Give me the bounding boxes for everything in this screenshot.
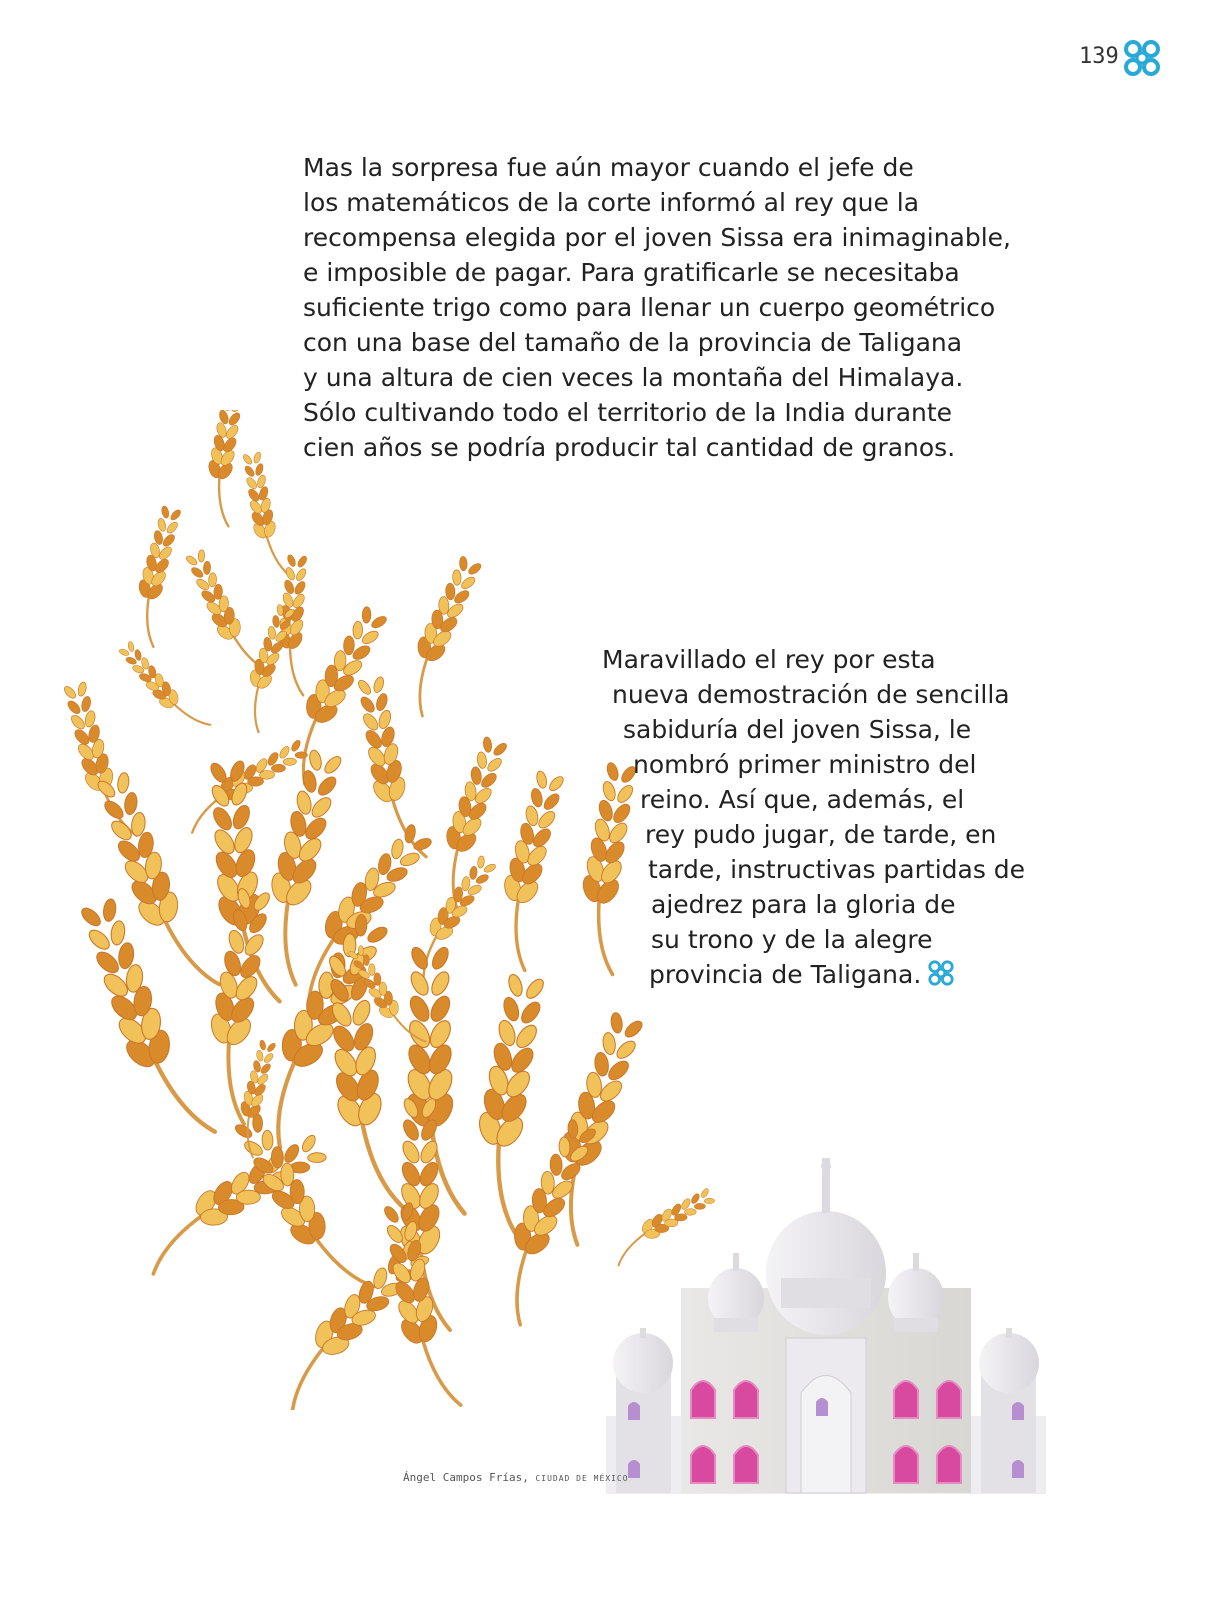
wheat-ear: [238, 449, 290, 581]
text-line: su trono y de la alegre: [651, 925, 933, 954]
wheat-ear: [196, 410, 252, 526]
text-line: rey pudo jugar, de tarde, en: [645, 820, 997, 849]
text-line: nueva demostración de sencilla: [612, 680, 1010, 709]
wheat-ear: [71, 890, 215, 1152]
wheat-ear: [115, 635, 211, 742]
wheat-ear: [481, 767, 577, 971]
wheat-ear: [565, 759, 649, 974]
illustration-credit: [403, 1471, 629, 1484]
credit-location: CIUDAD DE MÉXICO: [535, 1474, 629, 1483]
text-line: Maravillado el rey por esta: [602, 645, 936, 674]
page-number: 139: [1079, 44, 1119, 69]
text-line: e imposible de pagar. Para gratificarle se necesitaba: [303, 258, 960, 287]
text-line: Mas la sorpresa fue aún mayor cuando el jefe de: [303, 153, 914, 182]
text-line: recompensa elegida por el joven Sissa era inimaginable,: [303, 223, 1012, 252]
wheat-ear: [227, 1105, 374, 1311]
wheat-ear: [60, 678, 137, 846]
wheat-ear: [191, 884, 285, 1123]
text-line: reino. Así que, además, el: [640, 785, 965, 814]
text-line: ajedrez para la gloria de: [651, 890, 956, 919]
text-line: y una altura de cien veces la montaña del Himalaya.: [303, 363, 964, 392]
text-line: nombró primer ministro del: [633, 750, 977, 779]
text-line: cien años se podría producir tal cantidad de granos.: [303, 433, 956, 462]
wheat-ear: [397, 851, 504, 984]
taj-mahal-illustration: [606, 1158, 1056, 1498]
text-line: con una base del tamaño de la provincia de Taligana: [303, 328, 963, 357]
text-line-content: provincia de Taligana.: [649, 960, 922, 989]
text-line: suficiente trigo como para llenar un cuerpo geométrico: [303, 293, 996, 322]
wheat-ear: [122, 503, 190, 647]
wheat-ear: [227, 1038, 283, 1158]
credit-author: Ángel Campos Frías,: [403, 1471, 529, 1484]
wheat-ear: [388, 552, 491, 716]
blue-knot-ornament-icon: [927, 959, 955, 987]
text-line: [649, 957, 955, 992]
text-line: los matemáticos de la corte informó al rey que la: [303, 188, 920, 217]
wheat-ear: [320, 950, 402, 1211]
text-line: tarde, instructivas partidas de: [648, 855, 1026, 884]
blue-knot-ornament-icon: [1122, 38, 1162, 78]
text-line: sabiduría del joven Sissa, le: [623, 715, 972, 744]
text-line: Sólo cultivando todo el territorio de la India durante: [303, 398, 953, 427]
